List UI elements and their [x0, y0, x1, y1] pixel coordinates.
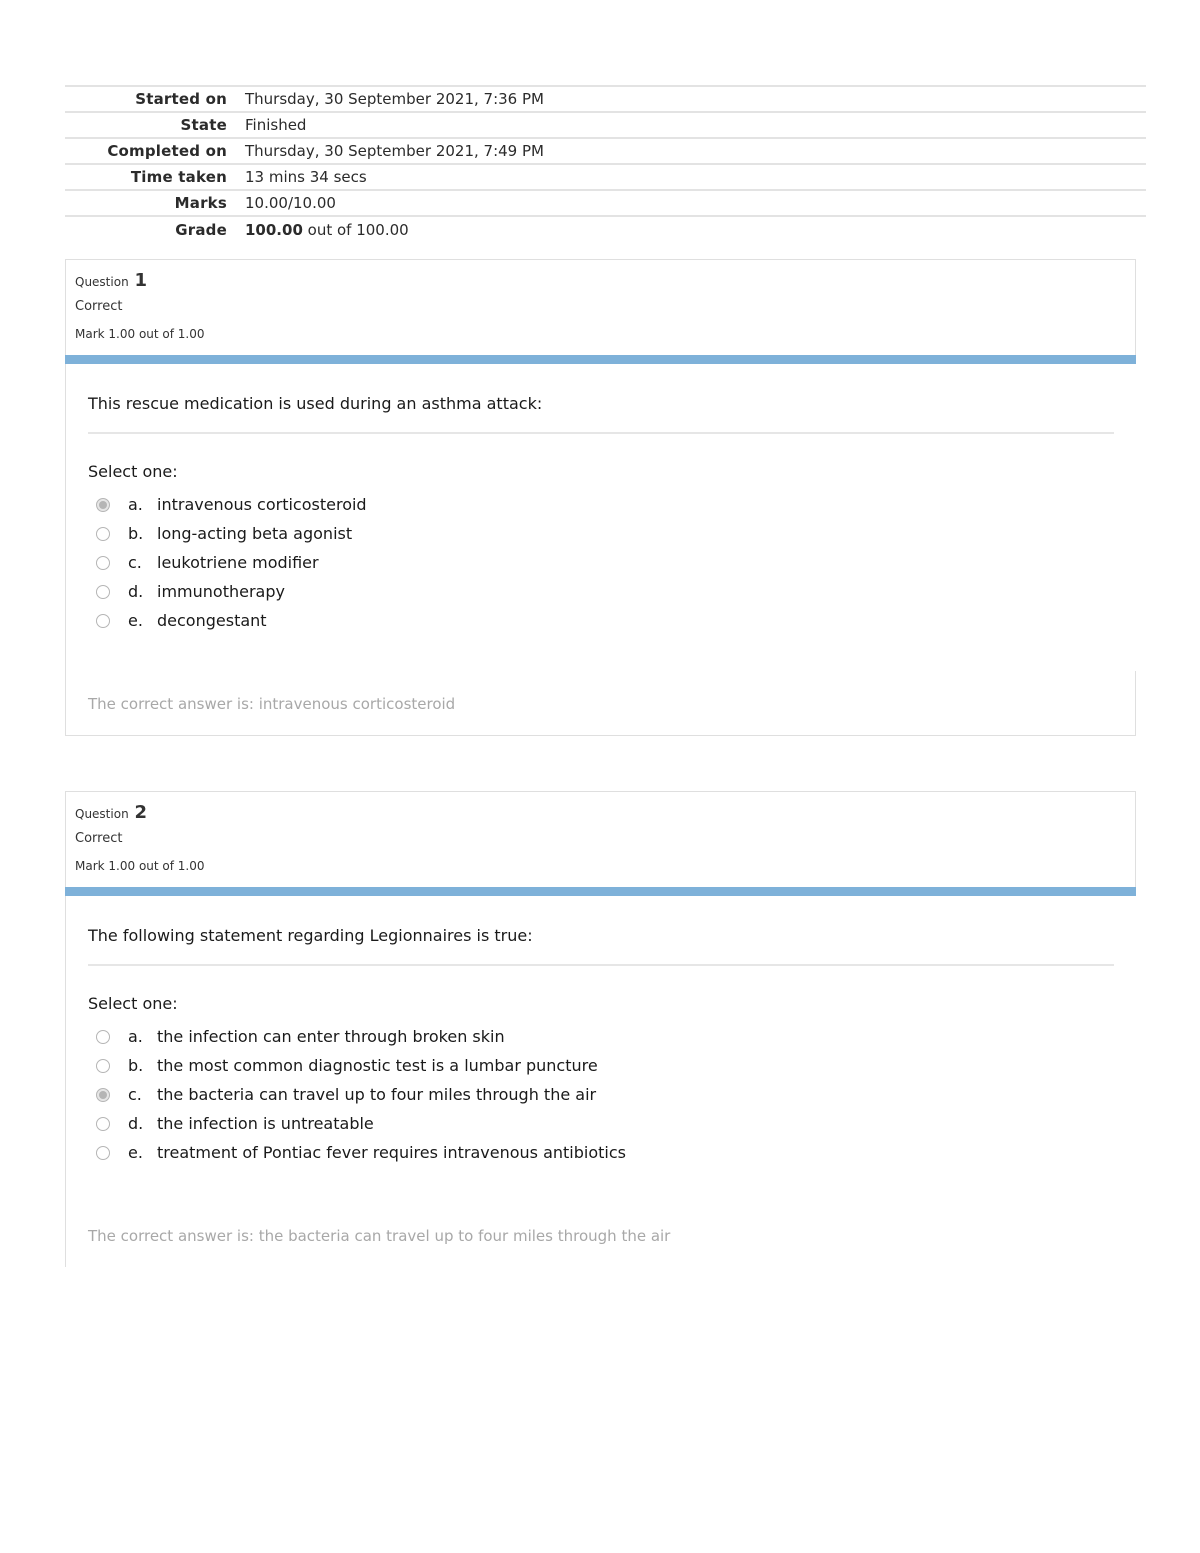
option-letter: b. — [128, 524, 144, 543]
option-letter: b. — [128, 1056, 144, 1075]
radio-button[interactable] — [96, 1059, 110, 1073]
grade-rest: out of 100.00 — [302, 220, 409, 239]
answer-option-a[interactable] — [88, 490, 1114, 519]
radio-button-checked[interactable] — [96, 1088, 110, 1102]
answer-option-c[interactable] — [88, 548, 1114, 577]
answer-option-e[interactable] — [88, 1138, 1114, 1167]
summary-value: Thursday, 30 September 2021, 7:49 PM — [245, 142, 544, 160]
radio-button[interactable] — [96, 1030, 110, 1044]
summary-label: Grade — [175, 220, 227, 239]
question-divider-bar — [65, 887, 1136, 896]
correct-answer-feedback: The correct answer is: intravenous corticosteroid — [65, 671, 1136, 736]
question-num: 1 — [134, 270, 148, 291]
question-divider-bar — [65, 355, 1136, 364]
select-one-prompt: Select one: — [88, 994, 178, 1013]
question-content-spacer — [65, 1167, 1136, 1203]
option-letter: a. — [128, 495, 143, 514]
radio-button[interactable] — [96, 1146, 110, 1160]
option-text: intravenous corticosteroid — [157, 495, 367, 514]
answer-option-c[interactable] — [88, 1080, 1114, 1109]
summary-label: Time taken — [130, 168, 227, 186]
option-letter: a. — [128, 1027, 143, 1046]
option-letter: e. — [128, 611, 143, 630]
question-content — [65, 364, 1136, 635]
option-text: immunotherapy — [157, 582, 285, 601]
option-letter: c. — [128, 1085, 142, 1104]
question-block-1 — [65, 259, 1136, 736]
answer-option-d[interactable] — [88, 577, 1114, 606]
summary-row-completed — [65, 138, 1146, 164]
summary-value — [237, 216, 1146, 242]
summary-row-state — [65, 112, 1146, 138]
correct-answer-feedback: The correct answer is: the bacteria can travel up to four miles through the air — [65, 1203, 1136, 1267]
question-number — [75, 269, 1126, 293]
summary-row-grade — [65, 216, 1146, 242]
radio-button[interactable] — [96, 585, 110, 599]
attempt-summary-table — [65, 85, 1146, 242]
summary-value: 13 mins 34 secs — [245, 168, 367, 186]
question-state: Correct — [75, 831, 123, 846]
answer-options — [88, 490, 1114, 635]
option-text: the infection can enter through broken skin — [157, 1027, 505, 1046]
summary-label: Marks — [174, 194, 227, 212]
question-text: The following statement regarding Legionnaires is true: — [88, 896, 1114, 966]
option-text: the bacteria can travel up to four miles through the air — [157, 1085, 597, 1104]
question-content-spacer — [65, 635, 1136, 671]
summary-value: Thursday, 30 September 2021, 7:36 PM — [245, 90, 544, 108]
option-text: decongestant — [157, 611, 267, 630]
question-mark: Mark 1.00 out of 1.00 — [75, 859, 205, 873]
answer-option-e[interactable] — [88, 606, 1114, 635]
question-info — [65, 791, 1136, 887]
option-text: the most common diagnostic test is a lumbar puncture — [157, 1056, 598, 1075]
option-text: the infection is untreatable — [157, 1114, 374, 1133]
question-block-2 — [65, 791, 1136, 1267]
question-state: Correct — [75, 299, 123, 314]
answer-options — [88, 1022, 1114, 1167]
question-mark: Mark 1.00 out of 1.00 — [75, 327, 205, 341]
option-text: leukotriene modifier — [157, 553, 319, 572]
summary-label: Completed on — [107, 142, 227, 160]
option-letter: d. — [128, 1114, 144, 1133]
radio-button-checked[interactable] — [96, 498, 110, 512]
option-text: long-acting beta agonist — [157, 524, 353, 543]
option-text: treatment of Pontiac fever requires intravenous antibiotics — [157, 1143, 626, 1162]
select-one-prompt: Select one: — [88, 462, 178, 481]
radio-button[interactable] — [96, 556, 110, 570]
question-label: Question — [75, 807, 129, 821]
question-info — [65, 259, 1136, 355]
option-letter: c. — [128, 553, 142, 572]
summary-value: Finished — [245, 116, 307, 134]
radio-button[interactable] — [96, 527, 110, 541]
question-num: 2 — [134, 802, 148, 823]
summary-value: 10.00/10.00 — [245, 194, 336, 212]
answer-option-d[interactable] — [88, 1109, 1114, 1138]
option-letter: e. — [128, 1143, 143, 1162]
summary-row-started — [65, 86, 1146, 112]
radio-button[interactable] — [96, 614, 110, 628]
grade-score: 100.00 — [245, 220, 303, 239]
question-text: This rescue medication is used during an asthma attack: — [88, 364, 1114, 434]
option-letter: d. — [128, 582, 144, 601]
question-label: Question — [75, 275, 129, 289]
answer-option-b[interactable] — [88, 1051, 1114, 1080]
question-number — [75, 801, 1126, 825]
summary-row-marks — [65, 190, 1146, 216]
question-content — [65, 896, 1136, 1167]
answer-option-a[interactable] — [88, 1022, 1114, 1051]
summary-label: Started on — [135, 90, 227, 108]
summary-label: State — [180, 116, 227, 134]
radio-button[interactable] — [96, 1117, 110, 1131]
answer-option-b[interactable] — [88, 519, 1114, 548]
summary-row-time-taken — [65, 164, 1146, 190]
